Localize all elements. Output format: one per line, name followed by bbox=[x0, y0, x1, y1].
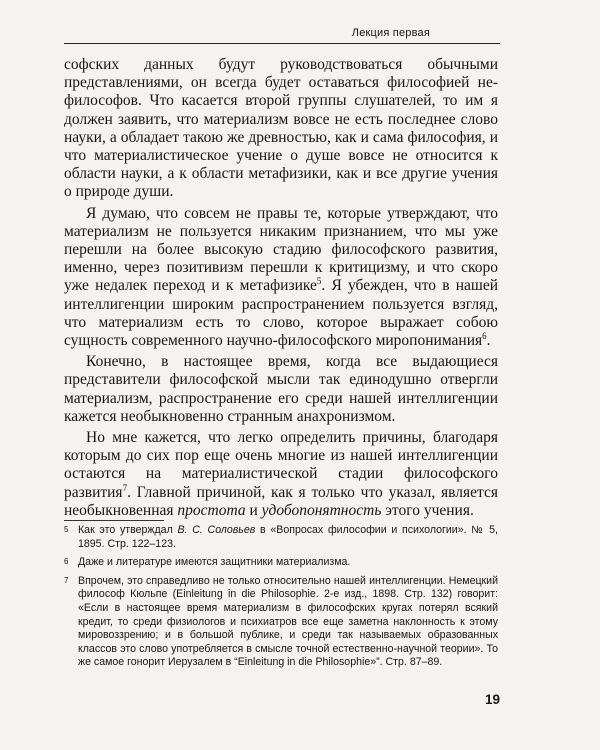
paragraph-4-text-c: и bbox=[245, 501, 262, 519]
paragraph-3 bbox=[64, 353, 498, 426]
emphasis-comprehensibility: удобопонятность bbox=[261, 501, 382, 519]
paragraph-4-text-b: . Главной причиной, как я только что указал, является необыкновенная bbox=[64, 483, 498, 519]
paragraph-2-text-b: . Я убежден, что в нашей интеллигенции широким распространением пользуется взгляд, что материализм есть то слово, которое выражает собою сущность современного научно-философского миропонимания bbox=[64, 277, 498, 350]
footnote-6 bbox=[64, 556, 498, 570]
footnote-text-b: в «Вопросах философии и психологии». № 5, 1895. Стр. 122–123. bbox=[78, 524, 499, 550]
page-number: 19 bbox=[484, 692, 500, 707]
paragraph-2-text-a: Я думаю, что совсем не правы те, которые утверждают, что материализм не пользуется никаким признанием, что мы уже перешли на более высокую стадию философского развития, именно, через позитивизм перешли к критицизму, и что скоро уже недалек переход и к метафизике bbox=[64, 204, 498, 295]
footnote-number: 5 bbox=[64, 525, 69, 534]
footnote-7 bbox=[64, 575, 498, 670]
footnote-number: 7 bbox=[64, 575, 69, 585]
footnote-text: Даже и литературе имеются защитники материализма. bbox=[78, 556, 351, 569]
footnote-ref-5[interactable]: 5 bbox=[316, 276, 322, 287]
footnote-text bbox=[78, 524, 498, 551]
paragraph-4 bbox=[64, 429, 498, 520]
paragraph-4-text-d: этого учения. bbox=[381, 501, 474, 519]
footnote-author: В. С. Соловьев bbox=[177, 524, 256, 536]
paragraph-2 bbox=[64, 205, 498, 351]
header-rule bbox=[64, 43, 500, 44]
footnote-text-a: Как это утверждал bbox=[78, 524, 178, 536]
paragraph-1-text: софских данных будут руководствоваться обычными представлениями, он всегда будет оставаться философией не-философов. Что касается второй группы слушателей, то им я должен заявить, что материализм вовсе не есть последнее слово науки, а обладает такою же древностью, как и сама философия, и что материалистическое учение о душе вовсе не относится к области науки, а к области метафизики, как и все другие учения о природе души. bbox=[64, 56, 498, 201]
footnote-ref-7[interactable]: 7 bbox=[122, 482, 128, 493]
footnote-number: 6 bbox=[64, 557, 69, 567]
footnotes bbox=[64, 524, 498, 675]
footnote-ref-6[interactable]: 6 bbox=[482, 330, 487, 341]
paragraph-4-text-a: Но мне кажется, что легко определить причины, благодаря которым до сих пор еще очень многие из нашей интеллигенции остаются на материалистической стадии философского развития bbox=[64, 429, 498, 501]
paragraph-2-text-c: . bbox=[486, 332, 491, 350]
running-head: Лекция первая bbox=[351, 27, 430, 39]
paragraph-3-text: Конечно, в настоящее время, когда все выдающиеся представители философской мысли так единодушно отвергли материализм, распространение его среди нашей интеллигенции кажется необыкновенно странным анахронизмом. bbox=[64, 353, 498, 425]
emphasis-simplicity: простота bbox=[177, 501, 246, 519]
paragraph-1 bbox=[64, 56, 498, 202]
footnote-rule bbox=[64, 520, 164, 521]
main-text bbox=[64, 56, 498, 523]
footnote-5 bbox=[64, 524, 498, 551]
footnote-text: Впрочем, это справедливо не только относительно нашей интеллигенции. Немецкий философ Кюльпе (Einleitung in die Philosophie. 2-е изд., 1898. Стр. 132) говорит: «Если в настоящее время материализм в философских кругах потерял всякий кредит, то среди физиологов и психиатров все еще заметна наклонность к этому мировоззрению; и в большой публике, и среди так называемых образованных классов это слово употребляется в смысле точной естественно-научной теории». То же самое гонорит Иерузалем в “Einleitung in die Philosophie»”. Стр. 87–89. bbox=[78, 574, 498, 669]
